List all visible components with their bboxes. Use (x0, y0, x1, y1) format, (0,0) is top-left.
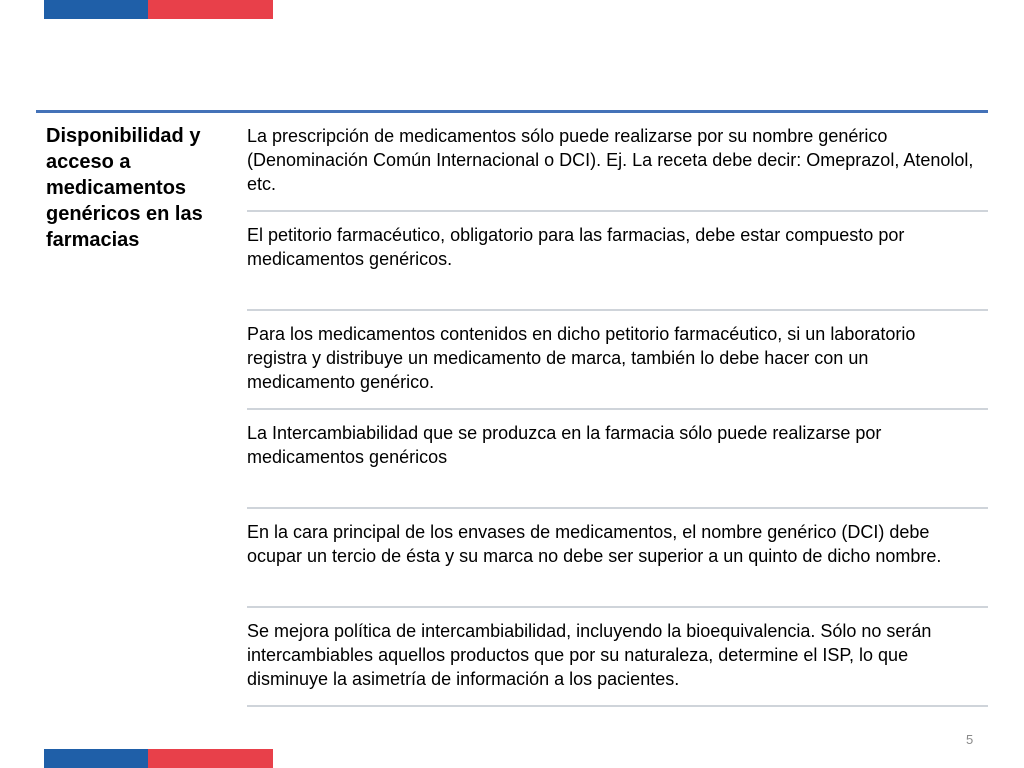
flag-red-segment (148, 749, 273, 768)
table-row (247, 212, 988, 311)
row-text: Para los medicamentos contenidos en dicho petitorio farmacéutico, si un laboratorio registra y distribuye un medicamento de marca, también lo debe hacer con un medicamento genérico. (247, 324, 916, 392)
table-row (247, 509, 988, 608)
page-number: 5 (966, 732, 974, 747)
table-row (247, 311, 988, 410)
flag-red-segment (148, 0, 273, 19)
table-row (247, 113, 988, 212)
row-text: La prescripción de medicamentos sólo puede realizarse por su nombre genérico (Denominación Común Internacional o DCI). Ej. La receta debe decir: Omeprazol, Atenolol, etc. (247, 126, 974, 194)
row-text: En la cara principal de los envases de medicamentos, el nombre genérico (DCI) debe ocupar un tercio de ésta y su marca no debe ser superior a un quinto de dicho nombre. (247, 522, 942, 566)
flag-blue-segment (44, 749, 148, 768)
content-table (36, 110, 988, 689)
table-row (247, 608, 988, 707)
table-rows (247, 113, 988, 707)
row-text: El petitorio farmacéutico, obligatorio para las farmacias, debe estar compuesto por medicamentos genéricos. (247, 225, 905, 269)
row-heading: Disponibilidad y acceso a medicamentos genéricos en las farmacias (46, 125, 203, 251)
footer-flag-stripe (44, 749, 273, 768)
header-flag-stripe (44, 0, 273, 19)
flag-blue-segment (44, 0, 148, 19)
row-text: La Intercambiabilidad que se produzca en la farmacia sólo puede realizarse por medicamentos genéricos (247, 423, 882, 467)
table-row (247, 410, 988, 509)
row-text: Se mejora política de intercambiabilidad, incluyendo la bioequivalencia. Sólo no serán intercambiables aquellos productos que por su naturaleza, determine el ISP, lo que disminuye la asimetría de información a los pacientes. (247, 621, 932, 689)
